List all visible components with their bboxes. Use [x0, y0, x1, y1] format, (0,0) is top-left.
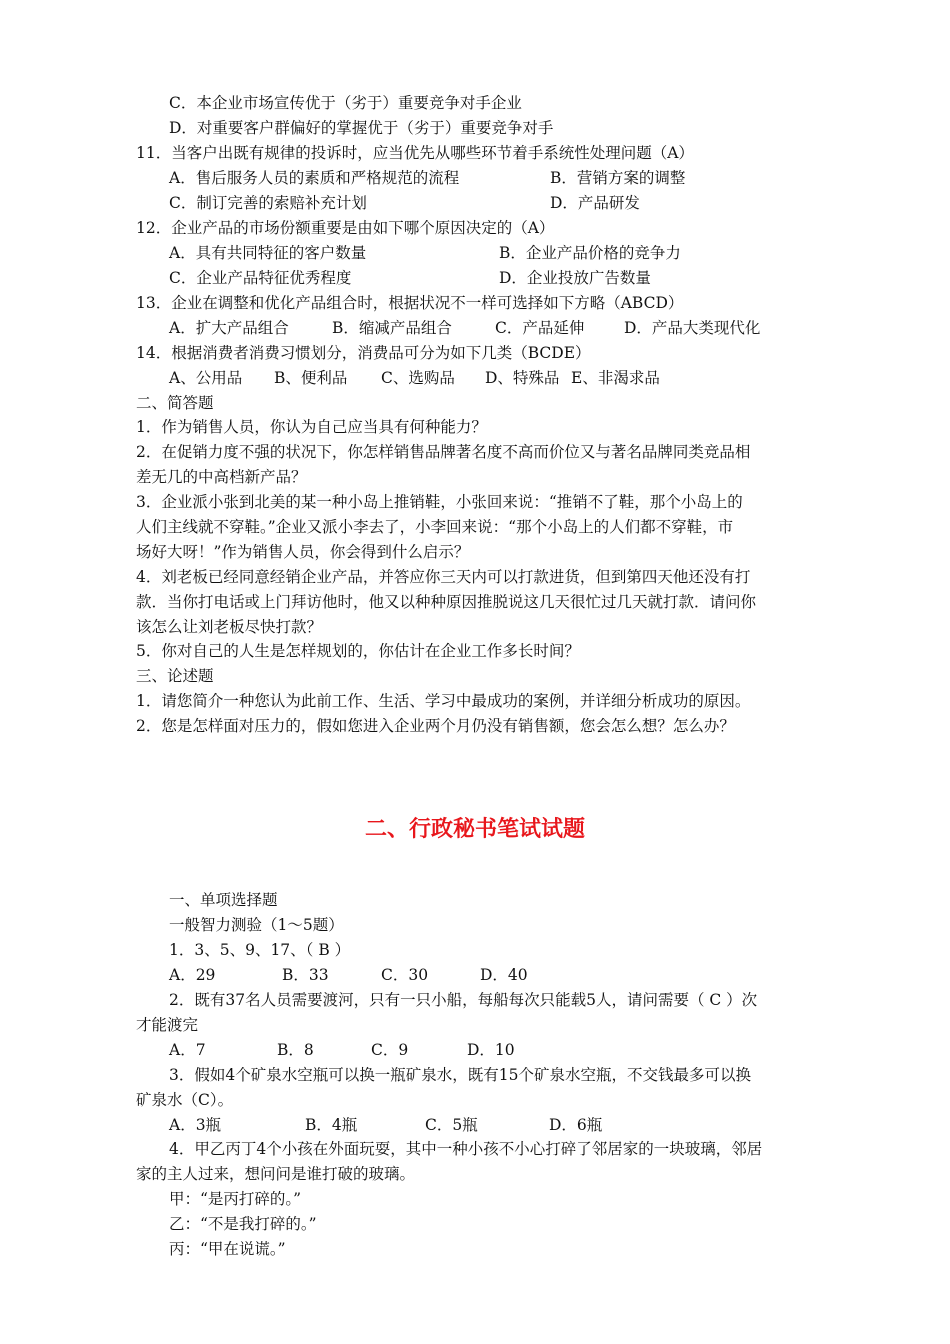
q11-option-c: C．制订完善的索赔补充计划 [169, 194, 367, 212]
q13-option-a: A．扩大产品组合 [169, 319, 289, 337]
short-question-4-line2: 款．当你打电话或上门拜访他时，他又以种种原因推脱说这几天很忙过几天就打款．请问你 [136, 593, 757, 611]
short-question-3-line2: 人们主线就不穿鞋。”企业又派小李去了，小李回来说：“那个小岛上的人们都不穿鞋，市 [136, 518, 734, 536]
short-question-3-line1: 3．企业派小张到北美的某一种小岛上推销鞋，小张回来说：“推销不了鞋，那个小岛上的 [136, 493, 743, 511]
subsection-intelligence: 一般智力测验（1～5题） [169, 916, 344, 934]
cq1-option-c: C．30 [381, 966, 429, 984]
choice-question-3-line2: 矿泉水（C）。 [136, 1091, 234, 1109]
section-single-choice: 一、单项选择题 [169, 891, 278, 909]
choice-question-2-line1: 2．既有37名人员需要渡河，只有一只小船，每船每次只能载5人，请问需要（ C ）次 [169, 991, 758, 1009]
q12-option-d: D．企业投放广告数量 [499, 269, 651, 287]
short-question-4-line3: 该怎么让刘老板尽快打款？ [136, 618, 323, 636]
cq2-option-a: A．7 [169, 1041, 206, 1059]
section-heading: 二、行政秘书笔试试题 [364, 817, 585, 842]
essay-question-1: 1．请您简介一种您认为此前工作、生活、学习中最成功的案例，并详细分析成功的原因。 [136, 692, 751, 710]
short-question-2-line1: 2．在促销力度不强的状况下，你怎样销售品牌著名度不高而价位又与著名品牌同类竞品相 [136, 443, 751, 461]
q10-option-c: C．本企业市场宣传优于（劣于）重要竞争对手企业 [169, 94, 522, 112]
q14-option-d: D、特殊品 [485, 369, 560, 387]
choice-question-4-line1: 4．甲乙丙丁4个小孩在外面玩耍，其中一种小孩不小心打碎了邻居家的一块玻璃，邻居 [169, 1140, 763, 1158]
cq3-option-b: B．4瓶 [305, 1116, 358, 1134]
section-essay: 三、论述题 [136, 667, 214, 685]
essay-question-2: 2．您是怎样面对压力的，假如您进入企业两个月仍没有销售额，您会怎么想？怎么办？ [136, 717, 735, 735]
short-question-4-line1: 4．刘老板已经同意经销企业产品，并答应你三天内可以打款进货，但到第四天他还没有打 [136, 568, 751, 586]
q13-option-d: D．产品大类现代化 [624, 319, 761, 337]
statement-bing: 丙：“甲在说谎。” [169, 1240, 286, 1258]
choice-question-4-line2: 家的主人过来，想问问是谁打破的玻璃。 [136, 1165, 416, 1183]
q11-option-a: A．售后服务人员的素质和严格规范的流程 [169, 169, 460, 187]
choice-question-2-line2: 才能渡完 [136, 1016, 199, 1034]
question-12: 12．企业产品的市场份额重要是由如下哪个原因决定的（A） [136, 219, 555, 237]
q10-option-d: D．对重要客户群偏好的掌握优于（劣于）重要竞争对手 [169, 119, 554, 137]
q14-option-e: E、非渴求品 [571, 369, 660, 387]
cq3-option-d: D．6瓶 [549, 1116, 603, 1134]
q14-option-a: A、公用品 [169, 369, 243, 387]
short-question-1: 1．作为销售人员，你认为自己应当具有何种能力？ [136, 418, 487, 436]
cq1-option-b: B．33 [282, 966, 329, 984]
choice-question-3-line1: 3．假如4个矿泉水空瓶可以换一瓶矿泉水，既有15个矿泉水空瓶，不交钱最多可以换 [169, 1066, 751, 1084]
question-14: 14．根据消费者消费习惯划分，消费品可分为如下几类（BCDE） [136, 344, 591, 362]
cq3-option-a: A．3瓶 [169, 1116, 222, 1134]
question-11: 11．当客户出既有规律的投诉时，应当优先从哪些环节着手系统性处理问题（A） [136, 144, 694, 162]
cq2-option-c: C．9 [371, 1041, 409, 1059]
statement-jia: 甲：“是丙打碎的。” [169, 1190, 302, 1208]
cq2-option-b: B．8 [277, 1041, 314, 1059]
short-question-2-line2: 差无几的中高档新产品？ [136, 468, 307, 486]
short-question-3-line3: 场好大呀！”作为销售人员，你会得到什么启示？ [136, 543, 470, 561]
question-13: 13．企业在调整和优化产品组合时，根据状况不一样可选择如下方略（ABCD） [136, 294, 684, 312]
choice-question-1: 1．3、5、9、17、（ B ） [169, 941, 351, 959]
q12-option-b: B．企业产品价格的竞争力 [499, 244, 681, 262]
cq1-option-a: A．29 [169, 966, 216, 984]
section-short-answer: 二、简答题 [136, 394, 214, 412]
cq2-option-d: D．10 [467, 1041, 515, 1059]
q11-option-b: B．营销方案的调整 [550, 169, 686, 187]
cq1-option-d: D．40 [480, 966, 528, 984]
q12-option-c: C．企业产品特征优秀程度 [169, 269, 352, 287]
short-question-5: 5．你对自己的人生是怎样规划的，你估计在企业工作多长时间？ [136, 642, 580, 660]
q13-option-c: C．产品延伸 [495, 319, 585, 337]
cq3-option-c: C．5瓶 [425, 1116, 478, 1134]
q14-option-c: C、选购品 [381, 369, 455, 387]
q11-option-d: D．产品研发 [550, 194, 640, 212]
q14-option-b: B、便利品 [274, 369, 348, 387]
q12-option-a: A．具有共同特征的客户数量 [169, 244, 367, 262]
statement-yi: 乙：“不是我打碎的。” [169, 1215, 317, 1233]
q13-option-b: B．缩减产品组合 [332, 319, 452, 337]
